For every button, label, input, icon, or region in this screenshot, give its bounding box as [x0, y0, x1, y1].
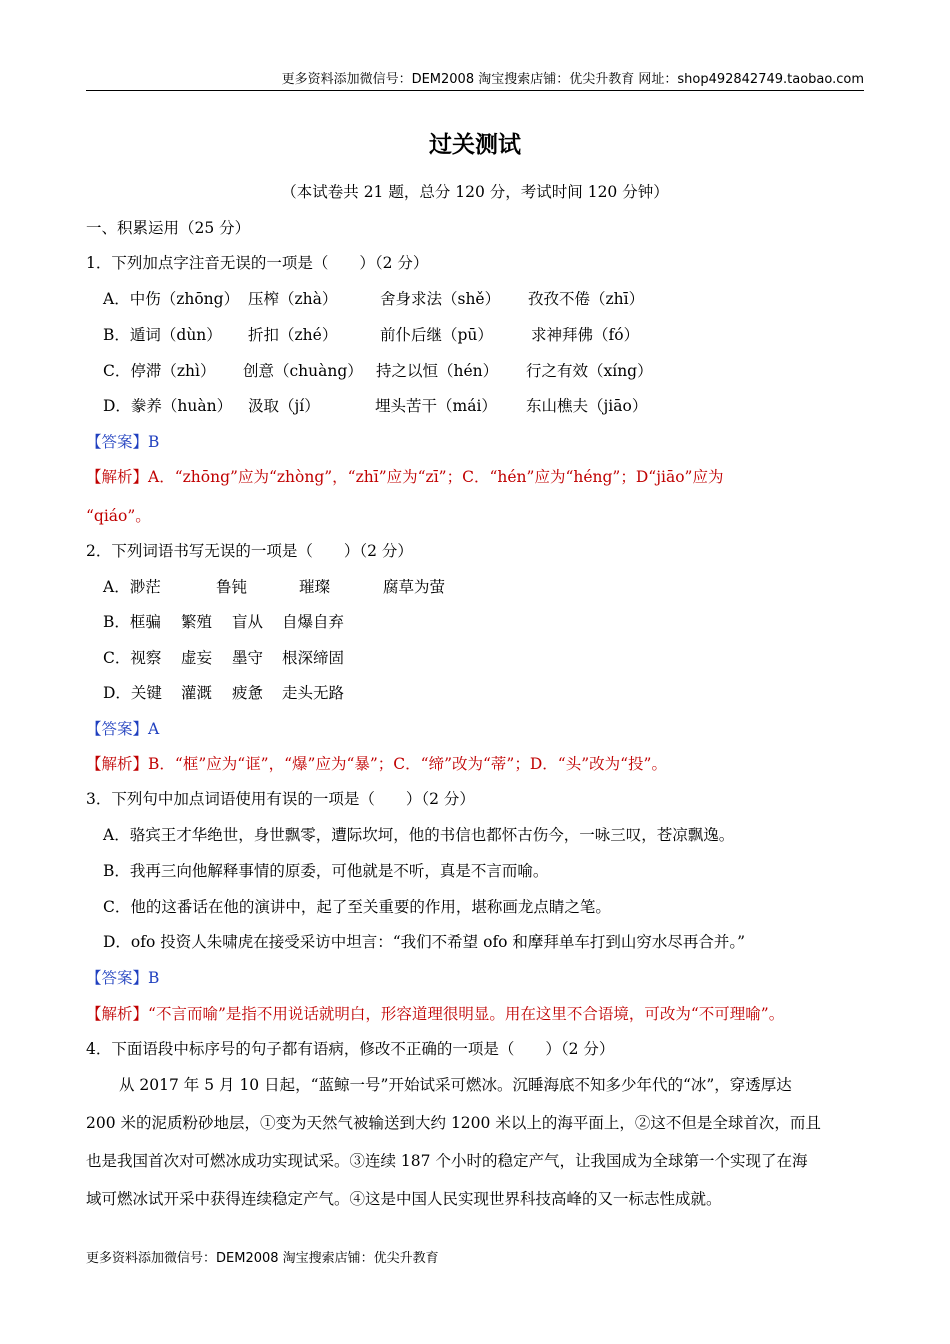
explanation-text: B．“框”应为“诓”，“爆”应为“暴”；C．“缔”改为“蒂”；D．“头”改为“投”。 [148, 755, 667, 773]
page-footer: 更多资料添加微信号：DEM2008 淘宝搜索店铺：优尖升教育 [86, 1251, 439, 1266]
question-1-option-a [103, 289, 645, 309]
option-term: 繁殖 [181, 613, 213, 631]
answer-value: A [148, 720, 160, 738]
question-2-option-a [103, 577, 446, 597]
option-term: 折扣（zhé） [248, 326, 338, 344]
question-4-passage-line: 从 2017 年 5 月 10 日起，“蓝鲸一号”开始试采可燃冰。沉睡海底不知多少年代的“冰”，穿透厚达 [119, 1076, 792, 1094]
option-term: A．渺茫 [103, 578, 161, 596]
option-term: 鲁钝 [216, 578, 248, 596]
question-3-option-a: A．骆宾王才华绝世，身世飘零，遭际坎坷，他的书信也都怀古伤今，一咏三叹，苍凉飘逸。 [103, 826, 735, 844]
option-term: 虚妄 [181, 649, 213, 667]
question-1-option-c [103, 361, 653, 381]
page-title: 过关测试 [429, 132, 521, 158]
option-term: 腐草为萤 [383, 578, 446, 596]
option-term: 舍身求法（shě） [380, 290, 501, 308]
option-term: B．框骗 [103, 613, 161, 631]
option-term: D．关键 [103, 684, 162, 702]
option-term: C．视察 [103, 649, 162, 667]
question-1-answer [86, 432, 159, 452]
option-term: 创意（chuàng） [243, 362, 363, 380]
question-3-answer [86, 968, 159, 988]
explanation-label: 【解析】 [86, 1005, 149, 1023]
question-3-stem: 3．下列句中加点词语使用有误的一项是（ ）（2 分） [86, 790, 475, 808]
question-1-explanation [86, 467, 723, 487]
question-4-stem: 4．下面语段中标序号的句子都有语病，修改不正确的一项是（ ）（2 分） [86, 1040, 615, 1058]
question-2-option-b [103, 612, 345, 632]
explanation-text: “不言而喻”是指不用说话就明白，形容道理很明显。用在这里不合语境，可改为“不可理喻”。 [148, 1005, 785, 1023]
question-4-passage-line: 也是我国首次对可燃冰成功实现试采。③连续 187 个小时的稳定产气，让我国成为全球第一个实现了在海 [86, 1152, 808, 1170]
option-term: 前仆后继（pū） [380, 326, 493, 344]
option-term: 东山樵夫（jiāo） [526, 397, 648, 415]
question-2-answer [86, 719, 159, 739]
option-term: B．遁词（dùn） [103, 326, 222, 344]
option-term: 压榨（zhà） [248, 290, 338, 308]
answer-label: 【答案】 [86, 969, 149, 987]
question-2-explanation [86, 754, 667, 774]
option-term: D．豢养（huàn） [103, 397, 233, 415]
option-term: 行之有效（xíng） [526, 362, 653, 380]
answer-value: B [148, 433, 160, 451]
question-3-option-b: B．我再三向他解释事情的原委，可他就是不听，真是不言而喻。 [103, 862, 549, 880]
question-4-passage-line: 200 米的泥质粉砂地层，①变为天然气被输送到大约 1200 米以上的海平面上，②这不但是全球首次，而且 [86, 1114, 821, 1132]
option-term: 埋头苦干（mái） [375, 397, 497, 415]
option-term: 走头无路 [282, 684, 345, 702]
question-1-explanation-cont: “qiáo”。 [86, 507, 151, 525]
question-2-stem: 2．下列词语书写无误的一项是（ ）（2 分） [86, 542, 413, 560]
option-term: 疲惫 [232, 684, 264, 702]
option-term: 自爆自弃 [282, 613, 345, 631]
answer-label: 【答案】 [86, 720, 149, 738]
option-term: 求神拜佛（fó） [531, 326, 640, 344]
option-term: 墨守 [232, 649, 264, 667]
option-term: 汲取（jí） [248, 397, 320, 415]
option-term: C．停滞（zhì） [103, 362, 216, 380]
question-3-explanation [86, 1004, 784, 1024]
question-1-stem: 1．下列加点字注音无误的一项是（ ）（2 分） [86, 254, 429, 272]
option-term: 根深缔固 [282, 649, 345, 667]
exam-subtitle: （本试卷共 21 题，总分 120 分，考试时间 120 分钟） [281, 183, 669, 201]
answer-value: B [148, 969, 160, 987]
explanation-label: 【解析】 [86, 468, 149, 486]
question-2-option-c [103, 648, 345, 668]
page-header: 更多资料添加微信号：DEM2008 淘宝搜索店铺：优尖升教育 网址：shop492842749.taobao.com [86, 68, 864, 91]
question-3-option-d: D．ofo 投资人朱啸虎在接受采访中坦言：“我们不希望 ofo 和摩拜单车打到山穷水尽再合并。” [103, 933, 746, 951]
option-term: A．中伤（zhōng） [103, 290, 240, 308]
section-heading: 一、积累运用（25 分） [86, 219, 251, 237]
question-1-option-d [103, 396, 648, 416]
question-3-option-c: C．他的这番话在他的演讲中，起了至关重要的作用，堪称画龙点睛之笔。 [103, 898, 611, 916]
option-term: 持之以恒（hén） [376, 362, 499, 380]
explanation-text: A．“zhōng”应为“zhòng”，“zhī”应为“zī”；C．“hén”应为“héng”；D“jiāo”应为 [148, 468, 724, 486]
answer-label: 【答案】 [86, 433, 149, 451]
option-term: 灌溉 [181, 684, 213, 702]
question-2-option-d [103, 683, 345, 703]
explanation-label: 【解析】 [86, 755, 149, 773]
option-term: 璀璨 [299, 578, 331, 596]
question-1-option-b [103, 325, 640, 345]
question-4-passage-line: 域可燃冰试开采中获得连续稳定产气。④这是中国人民实现世界科技高峰的又一标志性成就。 [86, 1190, 722, 1208]
option-term: 孜孜不倦（zhī） [528, 290, 645, 308]
option-term: 盲从 [232, 613, 264, 631]
